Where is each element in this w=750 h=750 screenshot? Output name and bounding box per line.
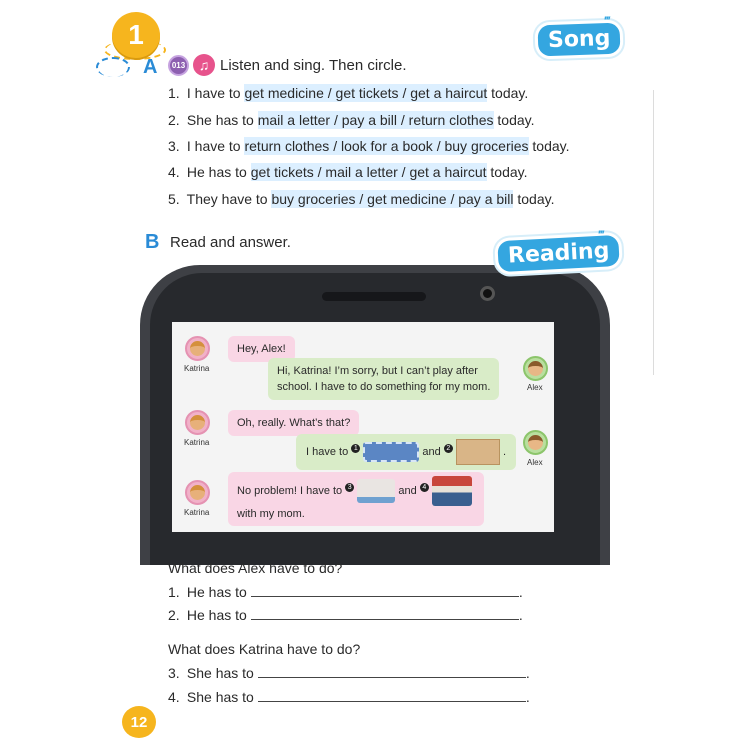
camera-icon <box>480 286 495 301</box>
chat-message-katrina: No problem! I have to 3 and 4 with my mom. <box>228 472 484 526</box>
song-sparkle-icon: ′′′ <box>604 14 610 28</box>
music-note-icon: ♫ <box>193 54 215 76</box>
marker-3: 3 <box>345 483 354 492</box>
section-a-instruction: Listen and sing. Then circle. <box>220 57 407 74</box>
katrina-avatar <box>185 480 210 505</box>
chat-message-alex: Hi, Katrina! I’m sorry, but I can’t play after school. I have to do something for my mom. <box>268 358 499 400</box>
marker-4: 4 <box>420 483 429 492</box>
unit-number-badge: 1 <box>112 12 160 58</box>
exercise-a-item: 2. She has to mail a letter / pay a bill / return clothes today. <box>168 112 535 128</box>
loop-arrow-icon <box>96 57 130 77</box>
chat-message-alex: I have to 1 and 2 . <box>296 434 516 470</box>
marker-2: 2 <box>444 444 453 453</box>
katrina-avatar <box>185 336 210 361</box>
margin-divider <box>653 90 654 375</box>
letter-picture <box>456 439 500 465</box>
section-b-letter: B <box>145 231 160 253</box>
chat-message-katrina: Hey, Alex! <box>228 336 295 362</box>
marker-1: 1 <box>351 444 360 453</box>
phone-speaker <box>322 292 426 301</box>
audio-track-icon[interactable]: 013 <box>168 55 189 76</box>
reading-label: Reading <box>497 235 620 272</box>
exercise-a-item: 5. They have to buy groceries / get medicine / pay a bill today. <box>168 191 555 207</box>
alex-avatar <box>523 430 548 455</box>
question-katrina: What does Katrina have to do? <box>168 641 361 657</box>
section-a-letter: A <box>143 56 158 78</box>
medicine-picture <box>357 479 395 503</box>
alex-name: Alex <box>527 458 543 467</box>
answer-input-4[interactable] <box>258 690 526 702</box>
clothes-picture <box>432 476 472 506</box>
question-alex: What does Alex have to do? <box>168 560 343 576</box>
answer-input-3[interactable] <box>258 666 526 678</box>
chat-message-katrina: Oh, really. What’s that? <box>228 410 359 436</box>
answer-line-2: 2. He has to . <box>168 607 523 623</box>
answer-line-1: 1. He has to . <box>168 584 523 600</box>
song-label: Song <box>537 23 620 57</box>
alex-avatar <box>523 356 548 381</box>
exercise-a-item: 3. I have to return clothes / look for a book / buy groceries today. <box>168 138 570 154</box>
katrina-name: Katrina <box>184 438 210 447</box>
answer-input-1[interactable] <box>251 585 519 597</box>
circle-options[interactable]: return clothes / look for a book / buy groceries <box>244 138 529 154</box>
katrina-name: Katrina <box>184 364 210 373</box>
reading-sparkle-icon: ′′′ <box>598 228 604 242</box>
exercise-a-item: 4. He has to get tickets / mail a letter / get a haircut today. <box>168 164 528 180</box>
circle-options[interactable]: get medicine / get tickets / get a haircut <box>244 85 488 101</box>
answer-input-2[interactable] <box>251 608 519 620</box>
section-b-instruction: Read and answer. <box>170 234 291 251</box>
alex-name: Alex <box>527 383 543 392</box>
katrina-avatar <box>185 410 210 435</box>
tickets-picture <box>363 442 419 462</box>
katrina-name: Katrina <box>184 508 210 517</box>
circle-options[interactable]: buy groceries / get medicine / pay a bill <box>271 191 514 207</box>
circle-options[interactable]: mail a letter / pay a bill / return clothes <box>257 112 494 128</box>
exercise-a-item: 1. I have to get medicine / get tickets / get a haircut today. <box>168 85 529 101</box>
answer-line-3: 3. She has to . <box>168 665 530 681</box>
circle-options[interactable]: get tickets / mail a letter / get a haircut <box>250 164 487 180</box>
chat-screen <box>172 322 554 532</box>
answer-line-4: 4. She has to . <box>168 689 530 705</box>
page-number: 12 <box>122 706 156 738</box>
